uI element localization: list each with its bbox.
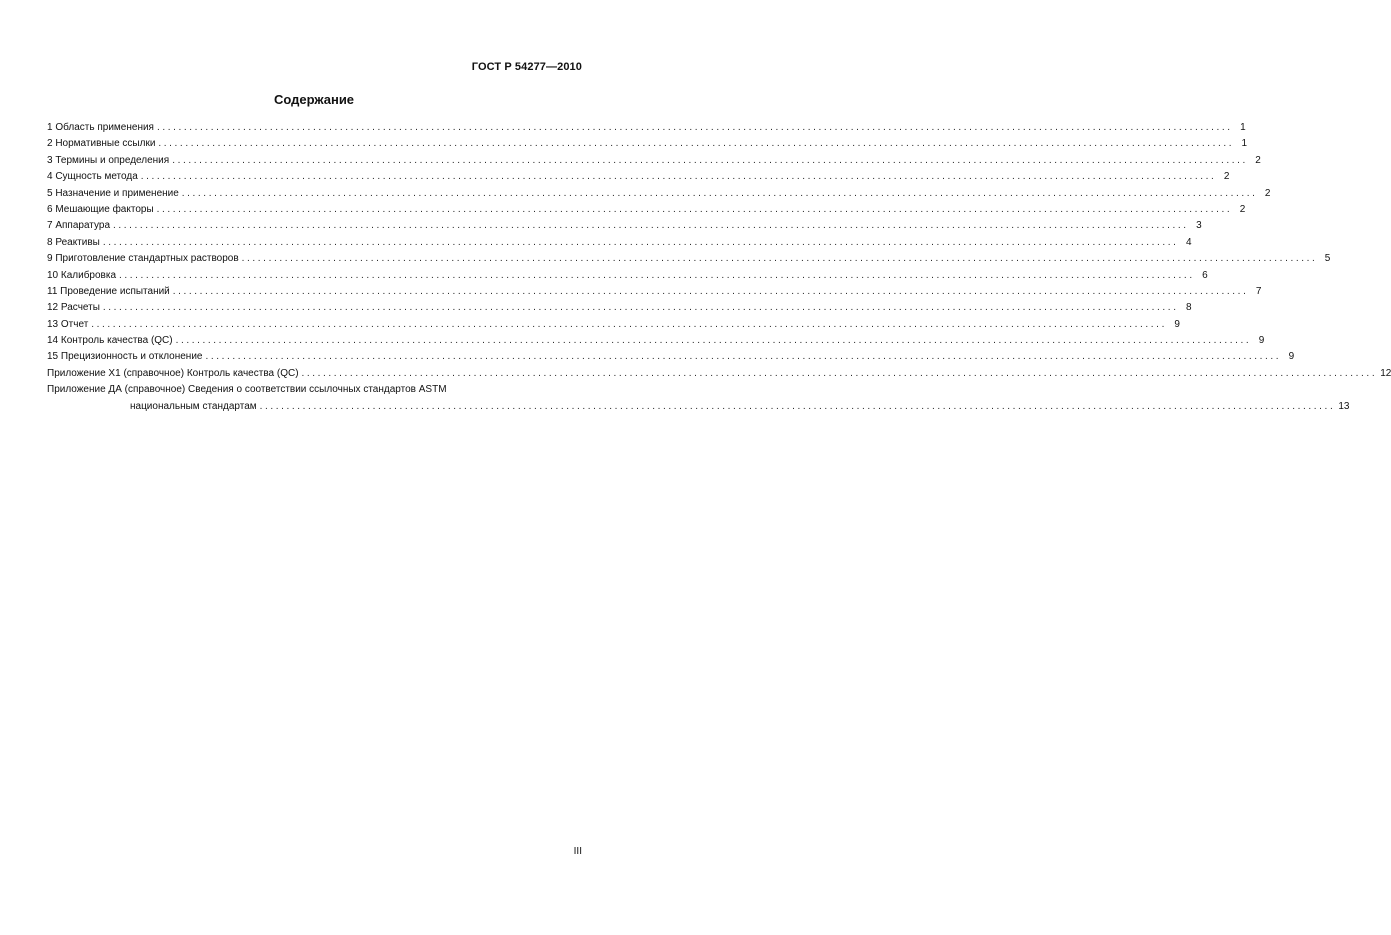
toc-leader-dots: ........................................................................................................................................................................................................ bbox=[102, 302, 1179, 314]
toc-entry-title-line2: национальным стандартам bbox=[130, 400, 257, 412]
toc-page-number: 9 bbox=[1258, 335, 1265, 347]
toc-entry-title-line1: Приложение ДА (справочное) Сведения о соответствии ссылочных стандартов ASTM bbox=[47, 384, 447, 396]
table-of-contents bbox=[47, 120, 1391, 415]
toc-leader-dots: ........................................................................................................................................................................................................ bbox=[119, 269, 1195, 281]
toc-leader-dots: ........................................................................................................................................................................................................ bbox=[91, 318, 1167, 330]
toc-page-number: 8 bbox=[1186, 302, 1192, 314]
toc-entry-title: 14 Контроль качества (QC) bbox=[47, 335, 173, 347]
toc-entry-title: 6 Мешающие факторы bbox=[47, 203, 154, 215]
toc-entry-title: 15 Прецизионность и отклонение bbox=[47, 351, 203, 363]
toc-page-number: 1 bbox=[1240, 122, 1246, 133]
toc-entry[interactable] bbox=[47, 349, 1295, 365]
document-header-id: ГОСТ Р 54277—2010 bbox=[471, 61, 582, 73]
toc-page-number: 5 bbox=[1324, 253, 1331, 265]
toc-page-number: 9 bbox=[1174, 318, 1180, 330]
toc-entry-title: 7 Аппаратура bbox=[47, 220, 111, 232]
toc-page-number: 4 bbox=[1185, 236, 1192, 248]
toc-entry[interactable] bbox=[47, 251, 1331, 267]
toc-entry[interactable] bbox=[47, 268, 1208, 284]
toc-entry-title: 12 Расчеты bbox=[47, 302, 100, 314]
toc-entry[interactable] bbox=[47, 136, 1248, 152]
toc-entry-title: 9 Приготовление стандартных растворов bbox=[47, 253, 239, 265]
toc-entry-title: 11 Проведение испытаний bbox=[47, 285, 170, 297]
toc-leader-dots: ........................................................................................................................................................................................................ bbox=[156, 122, 1233, 133]
toc-entry-title: 10 Калибровка bbox=[47, 269, 117, 281]
toc-entry[interactable] bbox=[47, 333, 1265, 349]
toc-leader-dots: ........................................................................................................................................................................................................ bbox=[181, 187, 1258, 199]
toc-leader-dots: ........................................................................................................................................................................................................ bbox=[172, 154, 1248, 166]
toc-entry-appendix-da[interactable] bbox=[47, 382, 1350, 415]
toc-entry-title: 8 Реактивы bbox=[47, 236, 100, 248]
toc-entry-title: 13 Отчет bbox=[47, 318, 89, 330]
toc-entry-title: 1 Область применения bbox=[47, 122, 154, 133]
toc-page-number: 2 bbox=[1255, 154, 1261, 166]
toc-leader-dots: ........................................................................................................................................................................................................ bbox=[172, 285, 1249, 297]
toc-leader-dots: ........................................................................................................................................................................................................ bbox=[102, 236, 1179, 248]
toc-page-number: 1 bbox=[1241, 138, 1248, 150]
toc-entry[interactable] bbox=[47, 300, 1192, 316]
toc-entry-title: 4 Сущность метода bbox=[47, 171, 138, 183]
toc-title: Содержание bbox=[273, 92, 355, 107]
toc-page-number: 3 bbox=[1196, 220, 1202, 232]
toc-entry[interactable] bbox=[47, 235, 1192, 251]
toc-leader-dots: ........................................................................................................................................................................................................ bbox=[113, 220, 1189, 232]
toc-page-number: 7 bbox=[1255, 285, 1262, 297]
toc-entry[interactable] bbox=[47, 284, 1262, 300]
toc-entry[interactable] bbox=[47, 202, 1246, 218]
toc-page-number: 12 bbox=[1380, 367, 1391, 379]
toc-leader-dots: ........................................................................................................................................................................................................ bbox=[140, 171, 1217, 183]
toc-page-number: 6 bbox=[1202, 269, 1208, 281]
toc-leader-dots: ........................................................................................................................................................................................................ bbox=[158, 138, 1235, 150]
toc-entry[interactable] bbox=[47, 366, 1391, 382]
toc-leader-dots: ........................................................................................................................................................................................................ bbox=[205, 351, 1282, 363]
toc-entry[interactable] bbox=[47, 317, 1180, 333]
toc-page-number: 2 bbox=[1239, 203, 1246, 215]
toc-page-number: 2 bbox=[1223, 171, 1230, 183]
toc-leader-dots: ........................................................................................................................................................................................................ bbox=[156, 203, 1233, 215]
toc-entry-title: 3 Термины и определения bbox=[47, 154, 170, 166]
toc-entry[interactable] bbox=[47, 218, 1202, 234]
toc-entry[interactable] bbox=[47, 186, 1271, 202]
toc-entry-title: Приложение X1 (справочное) Контроль качества (QC) bbox=[47, 367, 299, 379]
toc-page-number: 2 bbox=[1264, 187, 1271, 199]
toc-entry-title: 5 Назначение и применение bbox=[47, 187, 179, 199]
toc-leader-dots: ........................................................................................................................................................................................................ bbox=[301, 367, 1378, 379]
toc-entry-title: 2 Нормативные ссылки bbox=[47, 138, 156, 150]
toc-entry[interactable] bbox=[47, 153, 1261, 169]
toc-leader-dots: ........................................................................................................................................................................................................ bbox=[175, 335, 1252, 347]
toc-page-number: 13 bbox=[1338, 400, 1350, 412]
toc-entry[interactable] bbox=[47, 120, 1246, 136]
toc-entry[interactable] bbox=[47, 169, 1230, 185]
toc-leader-dots: ........................................................................................................................................................................................................ bbox=[259, 400, 1336, 412]
toc-leader-dots: ........................................................................................................................................................................................................ bbox=[241, 253, 1318, 265]
page-number: III bbox=[573, 846, 582, 857]
toc-page-number: 9 bbox=[1288, 351, 1295, 363]
